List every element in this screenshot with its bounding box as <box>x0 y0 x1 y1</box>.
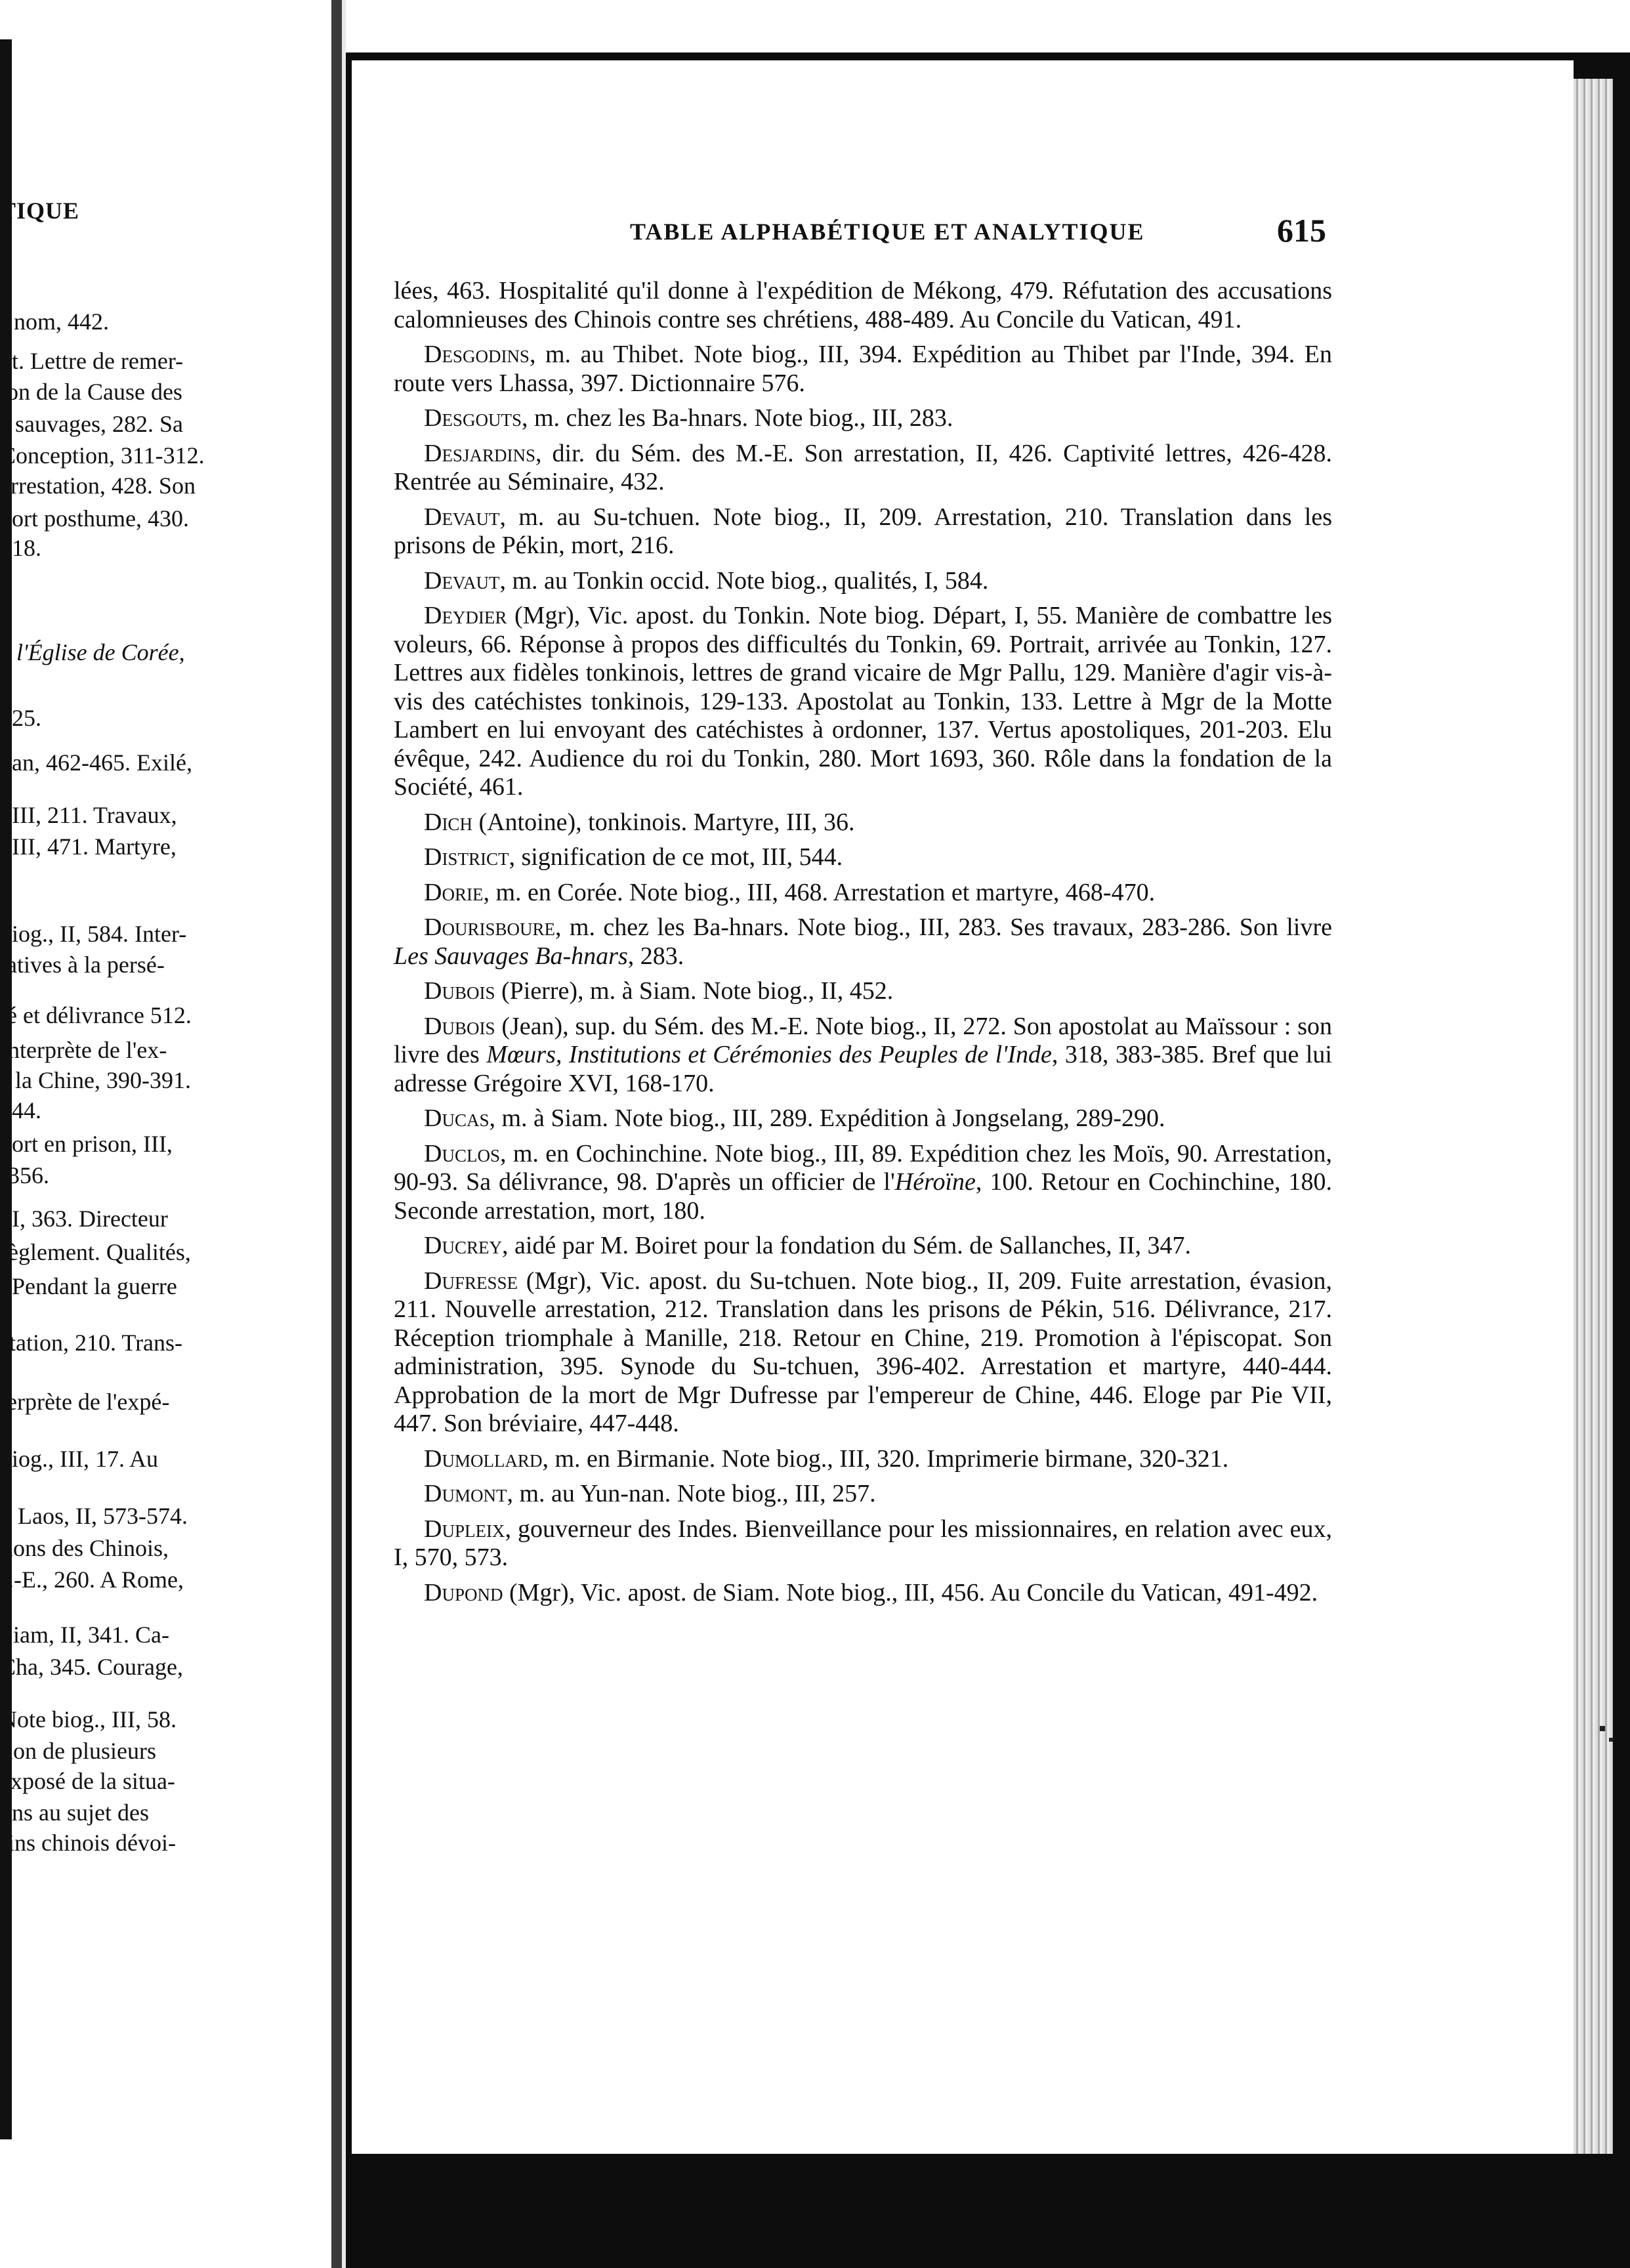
page-edges-stack <box>1574 79 1613 2154</box>
entry-headword: Desjardins <box>424 439 535 467</box>
left-page-line: e l'Église de Corée, <box>0 639 185 665</box>
entry-text: (Mgr), Vic. apost. du Tonkin. Note biog. Départ, I, 55. Manière de combattre les voleurs, 66. Réponse à propos des difficultés du Tonkin, 69. Portrait, arrivée au Tonkin, 127. Lettres aux fidèles tonkinois, lettres de grand vicaire de Mgr Pallu, 129. Manière d'agir vis-à-vis des catéchistes tonkinois, 129-133. Apostolat au Tonkin, 133. Lettre à Mgr de la Motte Lambert en lui envoyant des catéchistes à ordonner, 137. Vertus apostoliques, 201-203. Elu évêque, 242. Audience du roi du Tonkin, 280. Mort 1693, 360. Rôle dans la fondation de la Société, 461. <box>394 602 1332 801</box>
index-entry <box>394 1579 1332 1608</box>
left-page-line: 325. <box>0 705 41 731</box>
entry-headword: Ducas <box>424 1104 490 1132</box>
index-entry <box>394 1232 1332 1261</box>
entry-text: , m. au Thibet. Note biog., III, 394. Expédition au Thibet par l'Inde, 394. En route vers Lhassa, 397. Dictionnaire 576. <box>394 341 1332 397</box>
index-entry <box>394 1104 1332 1133</box>
entry-text: (Pierre), m. à Siam. Note biog., II, 452. <box>495 977 894 1005</box>
left-page-line: terprète de l'expé- <box>0 1389 170 1415</box>
entry-text-tail: , 100. Retour en Cochinchine, 180. Seconde arrestation, mort, 180. <box>394 1168 1332 1225</box>
left-page-line: rins chinois dévoi- <box>0 1830 176 1856</box>
left-page-line: biog., III, 17. Au <box>0 1446 158 1472</box>
left-page-line: u Laos, II, 573-574. <box>0 1503 188 1529</box>
index-entry <box>394 1140 1332 1226</box>
entry-text: , m. chez les Ba-hnars. Note biog., III, 283. <box>521 404 953 432</box>
index-entry <box>394 879 1332 908</box>
left-page-line: Siam, II, 341. Ca- <box>0 1622 169 1648</box>
index-entry <box>394 1445 1332 1474</box>
entry-headword: Duclos <box>424 1139 500 1167</box>
entry-headword: Dumollard <box>424 1444 543 1473</box>
entry-headword: Dubois <box>424 1012 495 1040</box>
left-page-line: ion de la Cause des <box>0 379 182 405</box>
entry-headword: Desgouts <box>424 404 522 432</box>
left-page-line: station, 210. Trans- <box>0 1330 183 1356</box>
left-page-line: arrestation, 428. Son <box>0 472 196 499</box>
left-page-line: latives à la persé- <box>0 952 165 978</box>
left-page-line: , I, 363. Directeur <box>0 1206 168 1232</box>
entry-headword: Deydier <box>424 602 507 629</box>
entry-text: , m. au Su-tchuen. Note biog., II, 209. Arrestation, 210. Translation dans les prisons de Pékin, mort, 216. <box>394 503 1332 559</box>
left-page-line: tion de plusieurs <box>0 1738 156 1764</box>
left-page-line: s sauvages, 282. Sa <box>0 411 183 437</box>
entry-text: , m. chez les Ba-hnars. Note biog., III, 283. Ses travaux, 283-286. Son livre <box>554 914 1332 941</box>
entry-text-tail: , 283. <box>627 942 684 970</box>
index-entry <box>394 977 1332 1006</box>
entry-headword: Dubois <box>424 977 495 1005</box>
left-page-line: nan, 462-465. Exilé, <box>0 749 192 776</box>
left-page-line: , III, 471. Martyre, <box>0 833 177 860</box>
left-facing-page <box>0 0 331 2268</box>
left-page-line: nt. Lettre de remer- <box>0 348 184 374</box>
index-entry <box>394 404 1332 433</box>
entry-text: (Jean), sup. du Sém. des M.-E. Note biog., II, 272. Son apostolat au Maïssour : son livre des <box>394 1012 1332 1068</box>
entry-headword: District <box>424 843 509 871</box>
index-entry <box>394 567 1332 596</box>
left-page-line: s la Chine, 390-391. <box>0 1067 191 1093</box>
entry-headword: Dorie <box>424 878 484 906</box>
entry-text: , m. en Corée. Note biog., III, 468. Arrestation et martyre, 468-470. <box>483 878 1156 906</box>
entry-title-italic: Héroïne <box>894 1168 976 1196</box>
index-entry <box>394 808 1332 837</box>
entry-headword: Devaut <box>424 566 500 595</box>
entry-text: , m. à Siam. Note biog., III, 289. Expédition à Jongselang, 289-290. <box>489 1104 1165 1132</box>
index-entry <box>394 1013 1332 1099</box>
entry-text: , gouverneur des Indes. Bienveillance pour les missionnaires, en relation avec eux, I, 570, 573. <box>394 1515 1332 1571</box>
left-page-line: tions des Chinois, <box>0 1535 169 1561</box>
left-page-line: exposé de la situa- <box>0 1768 175 1794</box>
entry-text: , m. au Tonkin occid. Note biog., qualités, I, 584. <box>499 566 989 595</box>
left-page-line: 444. <box>0 1097 41 1124</box>
paper-speck <box>1600 1726 1605 1731</box>
left-page-line: règlement. Qualités, <box>0 1239 191 1265</box>
entry-headword: Dumont <box>424 1480 507 1507</box>
page-number: 615 <box>1277 212 1326 249</box>
entry-headword: Dupleix <box>424 1515 505 1543</box>
entry-title-italic: Mœurs, Institutions et Cérémonies des Peuples de l'Inde <box>486 1041 1052 1068</box>
entry-headword: Desgodins <box>424 341 530 368</box>
entry-text: , dir. du Sém. des M.-E. Son arrestation, II, 426. Captivité lettres, 426-428. Rentrée au Séminaire, 432. <box>394 439 1332 495</box>
entry-text: , m. en Birmanie. Note biog., III, 320. Imprimerie birmane, 320-321. <box>542 1444 1229 1473</box>
entry-headword: Devaut <box>424 503 500 531</box>
index-entry <box>394 1267 1332 1438</box>
left-page-line: Interprète de l'ex- <box>0 1037 167 1063</box>
entry-text: , m. au Yun-nan. Note biog., III, 257. <box>507 1480 876 1507</box>
left-page-line: nort posthume, 430. <box>0 505 189 532</box>
left-page-line: I.-E., 260. A Rome, <box>0 1566 184 1593</box>
index-entries <box>394 277 1332 1614</box>
left-page-line: , III, 211. Travaux, <box>0 802 177 828</box>
index-entry <box>394 914 1332 971</box>
book-gutter <box>331 0 342 2268</box>
entry-text-tail: , 318, 383-385. Bref que lui adresse Grégoire XVI, 168-170. <box>394 1041 1332 1097</box>
entry-text: (Antoine), tonkinois. Martyre, III, 36. <box>472 808 855 836</box>
left-running-head: TIQUE <box>0 198 80 224</box>
entry-headword: Dourisboure <box>424 914 555 941</box>
paper-speck <box>1609 1738 1613 1742</box>
left-page-line: Note biog., III, 58. <box>0 1706 177 1732</box>
entry-text: , m. en Cochinchine. Note biog., III, 89. Expédition chez les Moïs, 90. Arrestation, 90-93. Sa délivrance, 98. D'après un officier de l' <box>394 1139 1332 1196</box>
index-entry <box>394 277 1332 334</box>
index-entry <box>394 843 1332 872</box>
entry-text: lées, 463. Hospitalité qu'il donne à l'expédition de Mékong, 479. Réfutation des accusations calomnieuses des Chinois contre ses chrétiens, 488-489. Au Concile du Vatican, 491. <box>394 277 1332 333</box>
index-entry <box>394 1480 1332 1509</box>
left-page-line: biog., II, 584. Inter- <box>0 921 187 947</box>
running-head: TABLE ALPHABÉTIQUE ET ANALYTIQUE <box>630 219 1145 245</box>
index-entry <box>394 503 1332 560</box>
left-page-line: Cha, 345. Courage, <box>0 1654 183 1680</box>
entry-text: (Mgr), Vic. apost. du Su-tchuen. Note biog., II, 209. Fuite arrestation, évasion, 211. Nouvelle arrestation, 212. Translation dans les prisons de Pékin, 516. Délivrance, 217. Réception triomphale à Manille, 218. Retour en Chine, 219. Promotion à l'épiscopat. Son administration, 395. Synode du Su-tchuen, 396-402. Arrestation et martyre, 440-444. Approbation de la mort de Mgr Dufresse par l'empereur de Chine, 446. Eloge par Pie VII, 447. Son bréviaire, 447-448. <box>394 1267 1332 1437</box>
entry-headword: Dich <box>424 808 472 836</box>
index-entry <box>394 341 1332 398</box>
index-entry <box>394 1515 1332 1572</box>
left-page-line: té et délivrance 512. <box>0 1002 192 1028</box>
entry-text: , signification de ce mot, III, 544. <box>509 843 843 871</box>
entry-text: , aidé par M. Boiret pour la fondation du Sém. de Sallanches, II, 347. <box>501 1232 1191 1259</box>
left-page-line: 518. <box>0 535 41 561</box>
entry-title-italic: Les Sauvages Ba-hnars <box>394 942 628 970</box>
left-page-line: -356. <box>0 1162 49 1188</box>
left-page-line: nort en prison, III, <box>0 1131 173 1157</box>
index-entry <box>394 602 1332 802</box>
left-page-line: . Pendant la guerre <box>0 1273 177 1299</box>
entry-headword: Dupond <box>424 1578 503 1606</box>
left-page-line: Conception, 311-312. <box>0 442 205 469</box>
left-page-line: ons au sujet des <box>0 1799 149 1826</box>
left-page-line: r nom, 442. <box>0 308 109 335</box>
index-entry <box>394 440 1332 497</box>
entry-headword: Ducrey <box>424 1232 502 1259</box>
entry-headword: Dufresse <box>424 1267 518 1295</box>
entry-text: (Mgr), Vic. apost. de Siam. Note biog., III, 456. Au Concile du Vatican, 491-492. <box>503 1578 1318 1606</box>
